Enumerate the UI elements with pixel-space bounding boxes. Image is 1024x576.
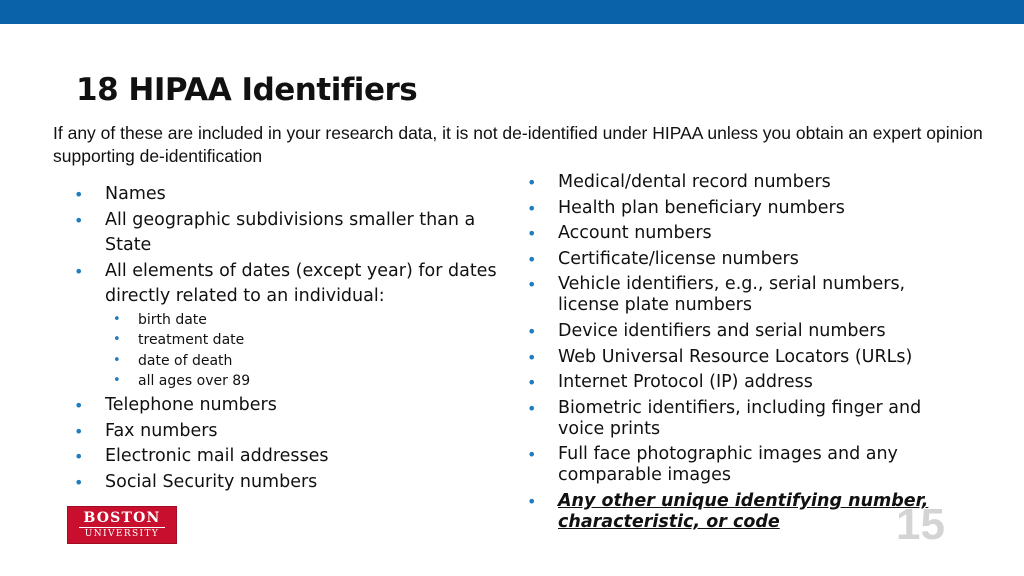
bullet-icon: • bbox=[527, 321, 537, 341]
date-sublist bbox=[105, 310, 504, 392]
bullet-icon: • bbox=[527, 398, 537, 418]
slide-title: 18 HIPAA Identifiers bbox=[76, 72, 418, 108]
bullet-icon: • bbox=[74, 261, 84, 281]
list-item: • Electronic mail addresses bbox=[74, 444, 504, 470]
top-accent-bar bbox=[0, 0, 1024, 24]
bullet-icon: • bbox=[527, 275, 537, 295]
left-identifier-list bbox=[74, 182, 504, 495]
list-item: • Account numbers bbox=[527, 223, 712, 244]
logo-line-boston: BOSTON bbox=[79, 511, 164, 528]
bullet-icon: • bbox=[74, 421, 84, 441]
bullet-icon: • bbox=[527, 373, 537, 393]
page-number: 15 bbox=[896, 500, 945, 549]
list-item: • Biometric identifiers, including finger and voice prints bbox=[527, 397, 922, 439]
sub-list-item: • treatment date bbox=[105, 330, 504, 351]
logo-line-university: UNIVERSITY bbox=[84, 528, 160, 539]
list-item: • Internet Protocol (IP) address bbox=[527, 372, 813, 393]
list-item: • Vehicle identifiers, e.g., serial numbers, license plate numbers bbox=[527, 274, 906, 316]
bullet-icon: • bbox=[74, 447, 84, 467]
list-item: • Social Security numbers bbox=[74, 470, 504, 496]
bullet-icon: • bbox=[527, 173, 537, 192]
sub-list-item: • birth date bbox=[105, 310, 504, 331]
list-item: • Medical/dental record numbers bbox=[527, 172, 831, 192]
list-item: • Full face photographic images and any comparable images bbox=[527, 444, 898, 486]
sub-list-item: • all ages over 89 bbox=[105, 371, 504, 392]
sub-list-item: • date of death bbox=[105, 351, 504, 372]
bullet-icon: • bbox=[74, 472, 84, 492]
list-item: • Web Universal Resource Locators (URLs) bbox=[527, 346, 913, 367]
bullet-icon: • bbox=[527, 445, 537, 465]
bullet-icon: • bbox=[527, 491, 537, 511]
bullet-icon: • bbox=[527, 224, 537, 244]
slide-subtitle: If any of these are included in your research data, it is not de-identified under HIPAA unless you obtain an expert opinion supporting de-identification bbox=[53, 123, 983, 166]
list-item: • All geographic subdivisions smaller than a State bbox=[74, 209, 476, 256]
list-item: • Telephone numbers bbox=[74, 393, 504, 419]
right-identifier-list bbox=[527, 172, 947, 538]
list-item: • Device identifiers and serial numbers bbox=[527, 320, 886, 341]
list-item: • Certificate/license numbers bbox=[527, 248, 799, 269]
bullet-icon: • bbox=[527, 198, 537, 218]
list-item: • Fax numbers bbox=[74, 419, 504, 445]
bullet-icon: • bbox=[74, 185, 84, 204]
list-item-emphasized: • Any other unique identifying number, characteristic, or code bbox=[527, 490, 929, 532]
bullet-icon: • bbox=[527, 249, 537, 269]
bullet-icon: • bbox=[113, 352, 121, 368]
bullet-icon: • bbox=[74, 395, 84, 415]
bullet-icon: • bbox=[527, 347, 537, 367]
list-item: • All elements of dates (except year) for dates directly related to an individual: • birth date • treatment date • date of death • all ages over 89 bbox=[74, 259, 504, 392]
boston-university-logo bbox=[67, 506, 177, 544]
bullet-icon: • bbox=[113, 332, 121, 348]
bullet-icon: • bbox=[74, 210, 84, 230]
list-item: • Health plan beneficiary numbers bbox=[527, 197, 845, 218]
list-item: • Names bbox=[74, 182, 504, 208]
bullet-icon: • bbox=[113, 311, 121, 327]
bullet-icon: • bbox=[113, 373, 121, 389]
